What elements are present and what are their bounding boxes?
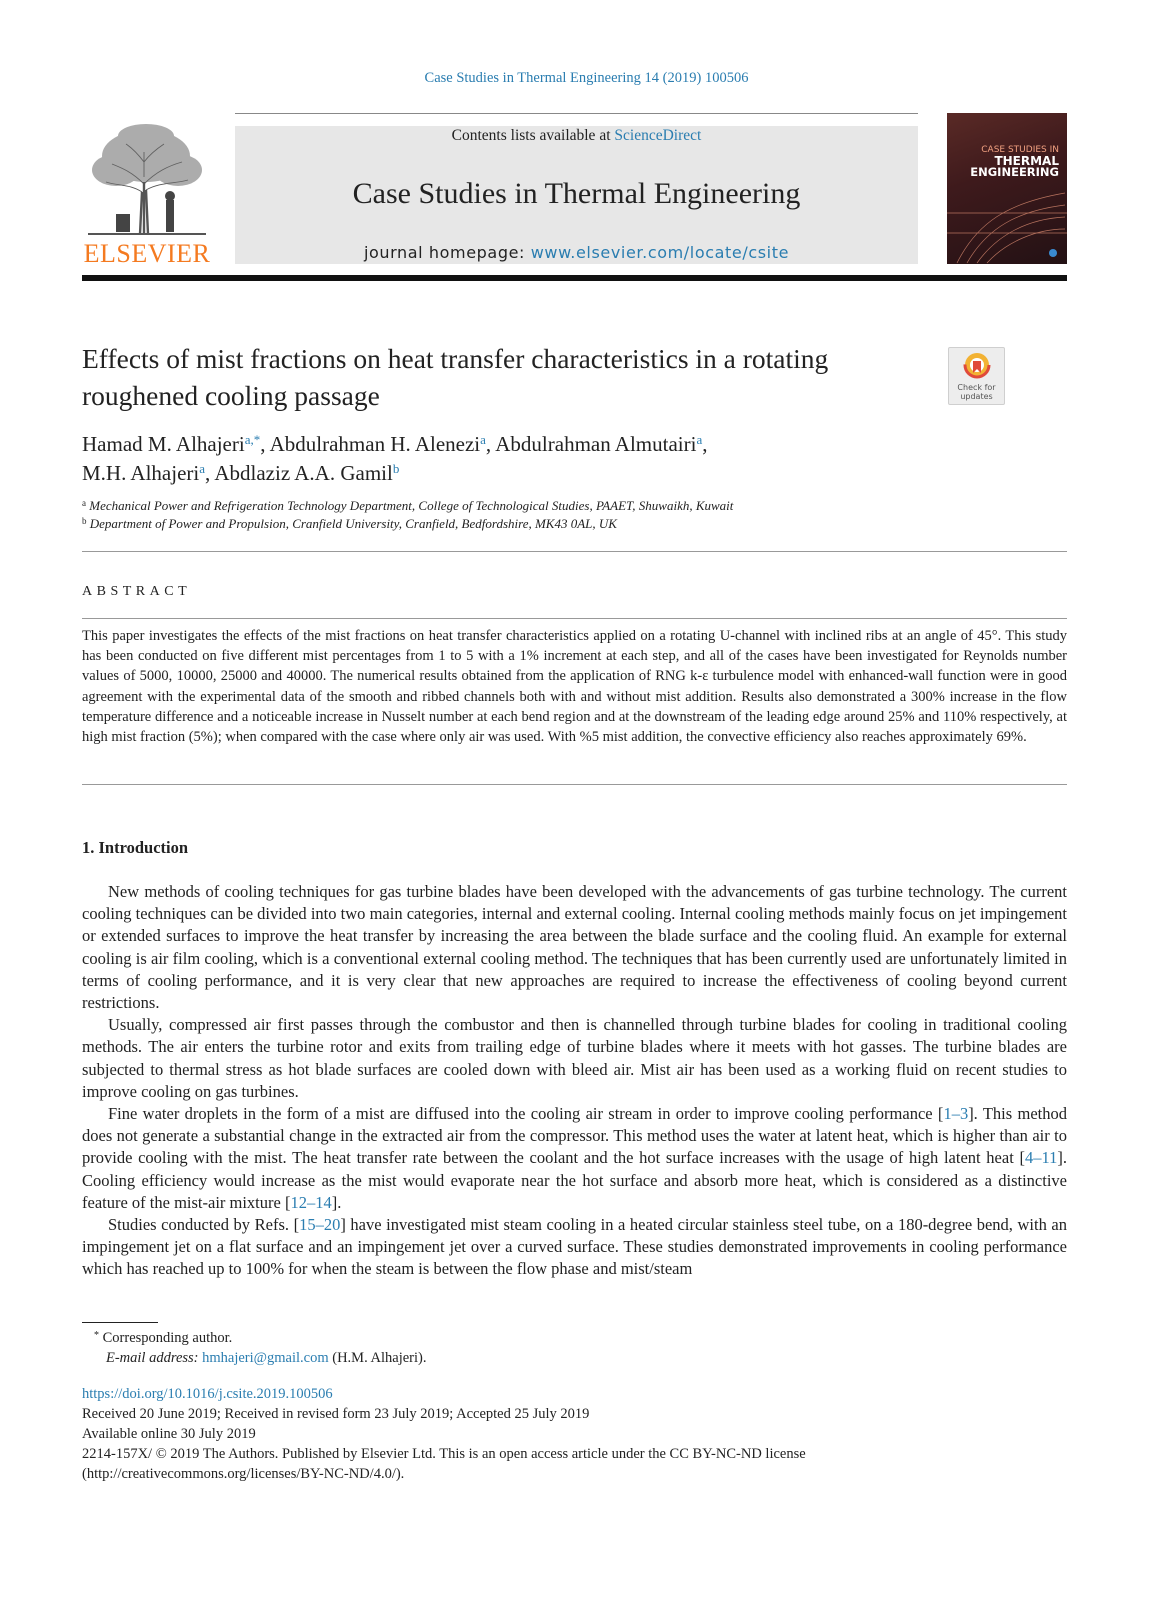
author-separator: ,	[260, 432, 270, 456]
divider	[82, 784, 1067, 785]
cover-title	[947, 145, 1067, 178]
footnote-rule	[82, 1322, 158, 1323]
section-heading: 1. Introduction	[82, 838, 189, 857]
reference-link[interactable]: 4–11	[1024, 1148, 1058, 1168]
email-link[interactable]: hmhajeri@gmail.com	[202, 1350, 329, 1366]
publisher-logo[interactable]	[82, 122, 212, 267]
publisher-wordmark: ELSEVIER	[83, 239, 211, 268]
received-dates: Received 20 June 2019; Received in revised form 23 July 2019; Accepted 25 July 2019	[82, 1406, 590, 1422]
corresponding-author-note	[82, 1328, 1067, 1348]
abstract-text: This paper investigates the effects of the mist fractions on heat transfer characteristics applied on a rotating U-channel with inclined ribs at an angle of 45°. This study has been conducted on five different mist percentages from 1 to 5 with a 1% increment at each step, and all of the cases have been investigated for Reynolds number values of 5000, 10000, 25000 and 40000. The numerical results obtained from the application of RNG k-ε turbulence model with enhanced-wall function were in good agreement with the experimental data of the smooth and ribbed channels both with and without mist addition. Results also demonstrated a 300% increase in the flow temperature difference and a noticeable increase in Nusselt number at each bend region and at the downstream of the leading edge around 25% and 110% respectively, at high mist fraction (5%); when compared with the case where only air was used. With %5 mist addition, the convective efficiency also reaches approximately 69%.	[82, 628, 1067, 746]
homepage-link[interactable]: www.elsevier.com/locate/csite	[530, 243, 790, 262]
author-separator: ,	[702, 432, 708, 456]
reference-link[interactable]: 1–3	[943, 1104, 969, 1124]
abstract-heading: ABSTRACT	[82, 584, 192, 599]
footnote-mark: *	[94, 1330, 99, 1341]
author-affil-mark[interactable]: a	[199, 461, 206, 476]
journal-citation[interactable]: Case Studies in Thermal Engineering 14 (2019) 100506	[424, 70, 749, 86]
paragraph-text: ] have investigated mist steam cooling in a heated circular stainless steel tube, on a 180-degree bend, with an impingement jet on a flat surface and an impingement jet over a curved surface. These studies demonstrated improvements in cooling performance which has reached up to 100% for when the steam is between the flow phase and mist/steam	[82, 1215, 1067, 1279]
reference-link[interactable]: 12–14	[290, 1192, 332, 1212]
author-name[interactable]: Hamad M. Alhajeri	[82, 432, 245, 456]
paragraph	[82, 1103, 1067, 1214]
cover-line-1: CASE STUDIES IN	[981, 145, 1059, 155]
affiliation-a	[82, 497, 1042, 515]
author-list	[82, 430, 1042, 488]
check-updates-line-2: updates	[960, 392, 993, 401]
contents-line	[235, 126, 918, 146]
author-affil-mark[interactable]: b	[392, 461, 400, 476]
header-thick-rule	[82, 275, 1067, 281]
journal-homepage	[235, 243, 918, 263]
cover-line-3: ENGINEERING	[970, 165, 1059, 179]
author-name[interactable]: Abdlaziz A.A. Gamil	[214, 461, 393, 485]
contents-prefix: Contents lists available at	[451, 127, 615, 144]
author-affil-mark[interactable]: a	[696, 432, 703, 447]
corresponding-text: Corresponding author.	[102, 1330, 233, 1346]
paragraph	[82, 1214, 1067, 1281]
author-affil-mark[interactable]: a,*	[244, 432, 261, 447]
email-note	[82, 1348, 1067, 1368]
check-updates-icon	[962, 351, 992, 383]
online-date: Available online 30 July 2019	[82, 1426, 256, 1442]
introduction-body	[82, 881, 1067, 1281]
paragraph-text: ].	[331, 1192, 342, 1212]
affiliation-mark: a	[82, 498, 86, 508]
author-affil-mark[interactable]: a	[480, 432, 486, 447]
affiliation-b	[82, 515, 1042, 533]
email-label: E-mail address:	[106, 1350, 203, 1366]
author-name[interactable]: Abdulrahman Almutairi	[495, 432, 697, 456]
divider	[82, 618, 1067, 619]
article-history	[82, 1404, 1067, 1484]
reference-link[interactable]: 15–20	[299, 1215, 341, 1235]
paragraph-text: ]. This method does not generate a substantial change in the extracted air from the compressor. This method uses the water at latent heat, which is higher than air to provide cooling with the mist. The heat transfer rate between the coolant and the hot surface increases with the usage of high latent heat [	[82, 1104, 1067, 1168]
check-for-updates-button[interactable]	[948, 347, 1005, 405]
paragraph-text: Studies conducted by Refs. [	[108, 1215, 300, 1235]
article-title: Effects of mist fractions on heat transfer characteristics in a rotating roughened cooling passage	[82, 343, 829, 411]
divider	[82, 551, 1067, 552]
journal-cover[interactable]	[947, 113, 1067, 264]
check-updates-line-1: Check for	[957, 383, 996, 392]
license-text: 2214-157X/ © 2019 The Authors. Published by Elsevier Ltd. This is an open access article under the CC BY-NC-ND license	[82, 1446, 806, 1462]
homepage-prefix: journal homepage:	[363, 243, 531, 262]
journal-title: Case Studies in Thermal Engineering	[352, 177, 801, 210]
author-name[interactable]: M.H. Alhajeri	[82, 461, 200, 485]
author-separator: ,	[205, 461, 215, 485]
affiliation-mark: b	[82, 516, 87, 526]
license-url[interactable]: (http://creativecommons.org/licenses/BY-NC-ND/4.0/).	[82, 1466, 405, 1482]
author-name[interactable]: Abdulrahman H. Alenezi	[269, 432, 481, 456]
cover-line-2: THERMAL	[994, 154, 1059, 168]
affiliation-text: Mechanical Power and Refrigeration Technology Department, College of Technological Studies, PAAET, Shuwaikh, Kuwait	[89, 498, 734, 513]
paragraph: Usually, compressed air first passes through the combustor and then is channelled through turbine blades for cooling in traditional cooling methods. The air enters the turbine rotor and exits from trailing edge of turbine blades where it meets with hot gasses. The turbine blades are subjected to thermal stress as hot blade surfaces are cooled down with bleed air. Mist air has been used as a working fluid on recent studies to improve cooling on gas turbines.	[82, 1015, 1067, 1101]
cover-art-icon	[947, 183, 1067, 264]
header-rule	[235, 113, 918, 114]
author-separator: ,	[485, 432, 496, 456]
journal-banner	[235, 126, 918, 264]
tree-logo-icon	[82, 122, 212, 240]
paragraph-text: Fine water droplets in the form of a mist are diffused into the cooling air stream in order to improve cooling performance [	[108, 1104, 944, 1124]
paragraph-text: ]. Cooling efficiency would increase as the mist would evaporate near the hot surface and absorb more heat, which is considered as a distinctive feature of the mist-air mixture [	[82, 1148, 1067, 1212]
sciencedirect-link[interactable]: ScienceDirect	[614, 127, 702, 144]
doi-link[interactable]: https://doi.org/10.1016/j.csite.2019.100506	[82, 1386, 333, 1402]
affiliation-text: Department of Power and Propulsion, Cranfield University, Cranfield, Bedfordshire, MK43 0AL, UK	[89, 516, 617, 531]
email-owner: (H.M. Alhajeri).	[328, 1350, 427, 1366]
paragraph: New methods of cooling techniques for gas turbine blades have been developed with the advancements of gas turbine technology. The current cooling techniques can be divided into two main categories, internal and external cooling. Internal cooling methods mainly focus on jet impingement or extended surfaces to improve the heat transfer by increasing the area between the blade surface and the cooling fluid. An example for external cooling is air film cooling, which is a conventional external cooling method. The techniques that has been currently used are unfortunately limited in terms of cooling performance, and it is very clear that new approaches are required to increase the effectiveness of cooling beyond current restrictions.	[82, 882, 1067, 1013]
check-updates-label	[949, 383, 1004, 401]
